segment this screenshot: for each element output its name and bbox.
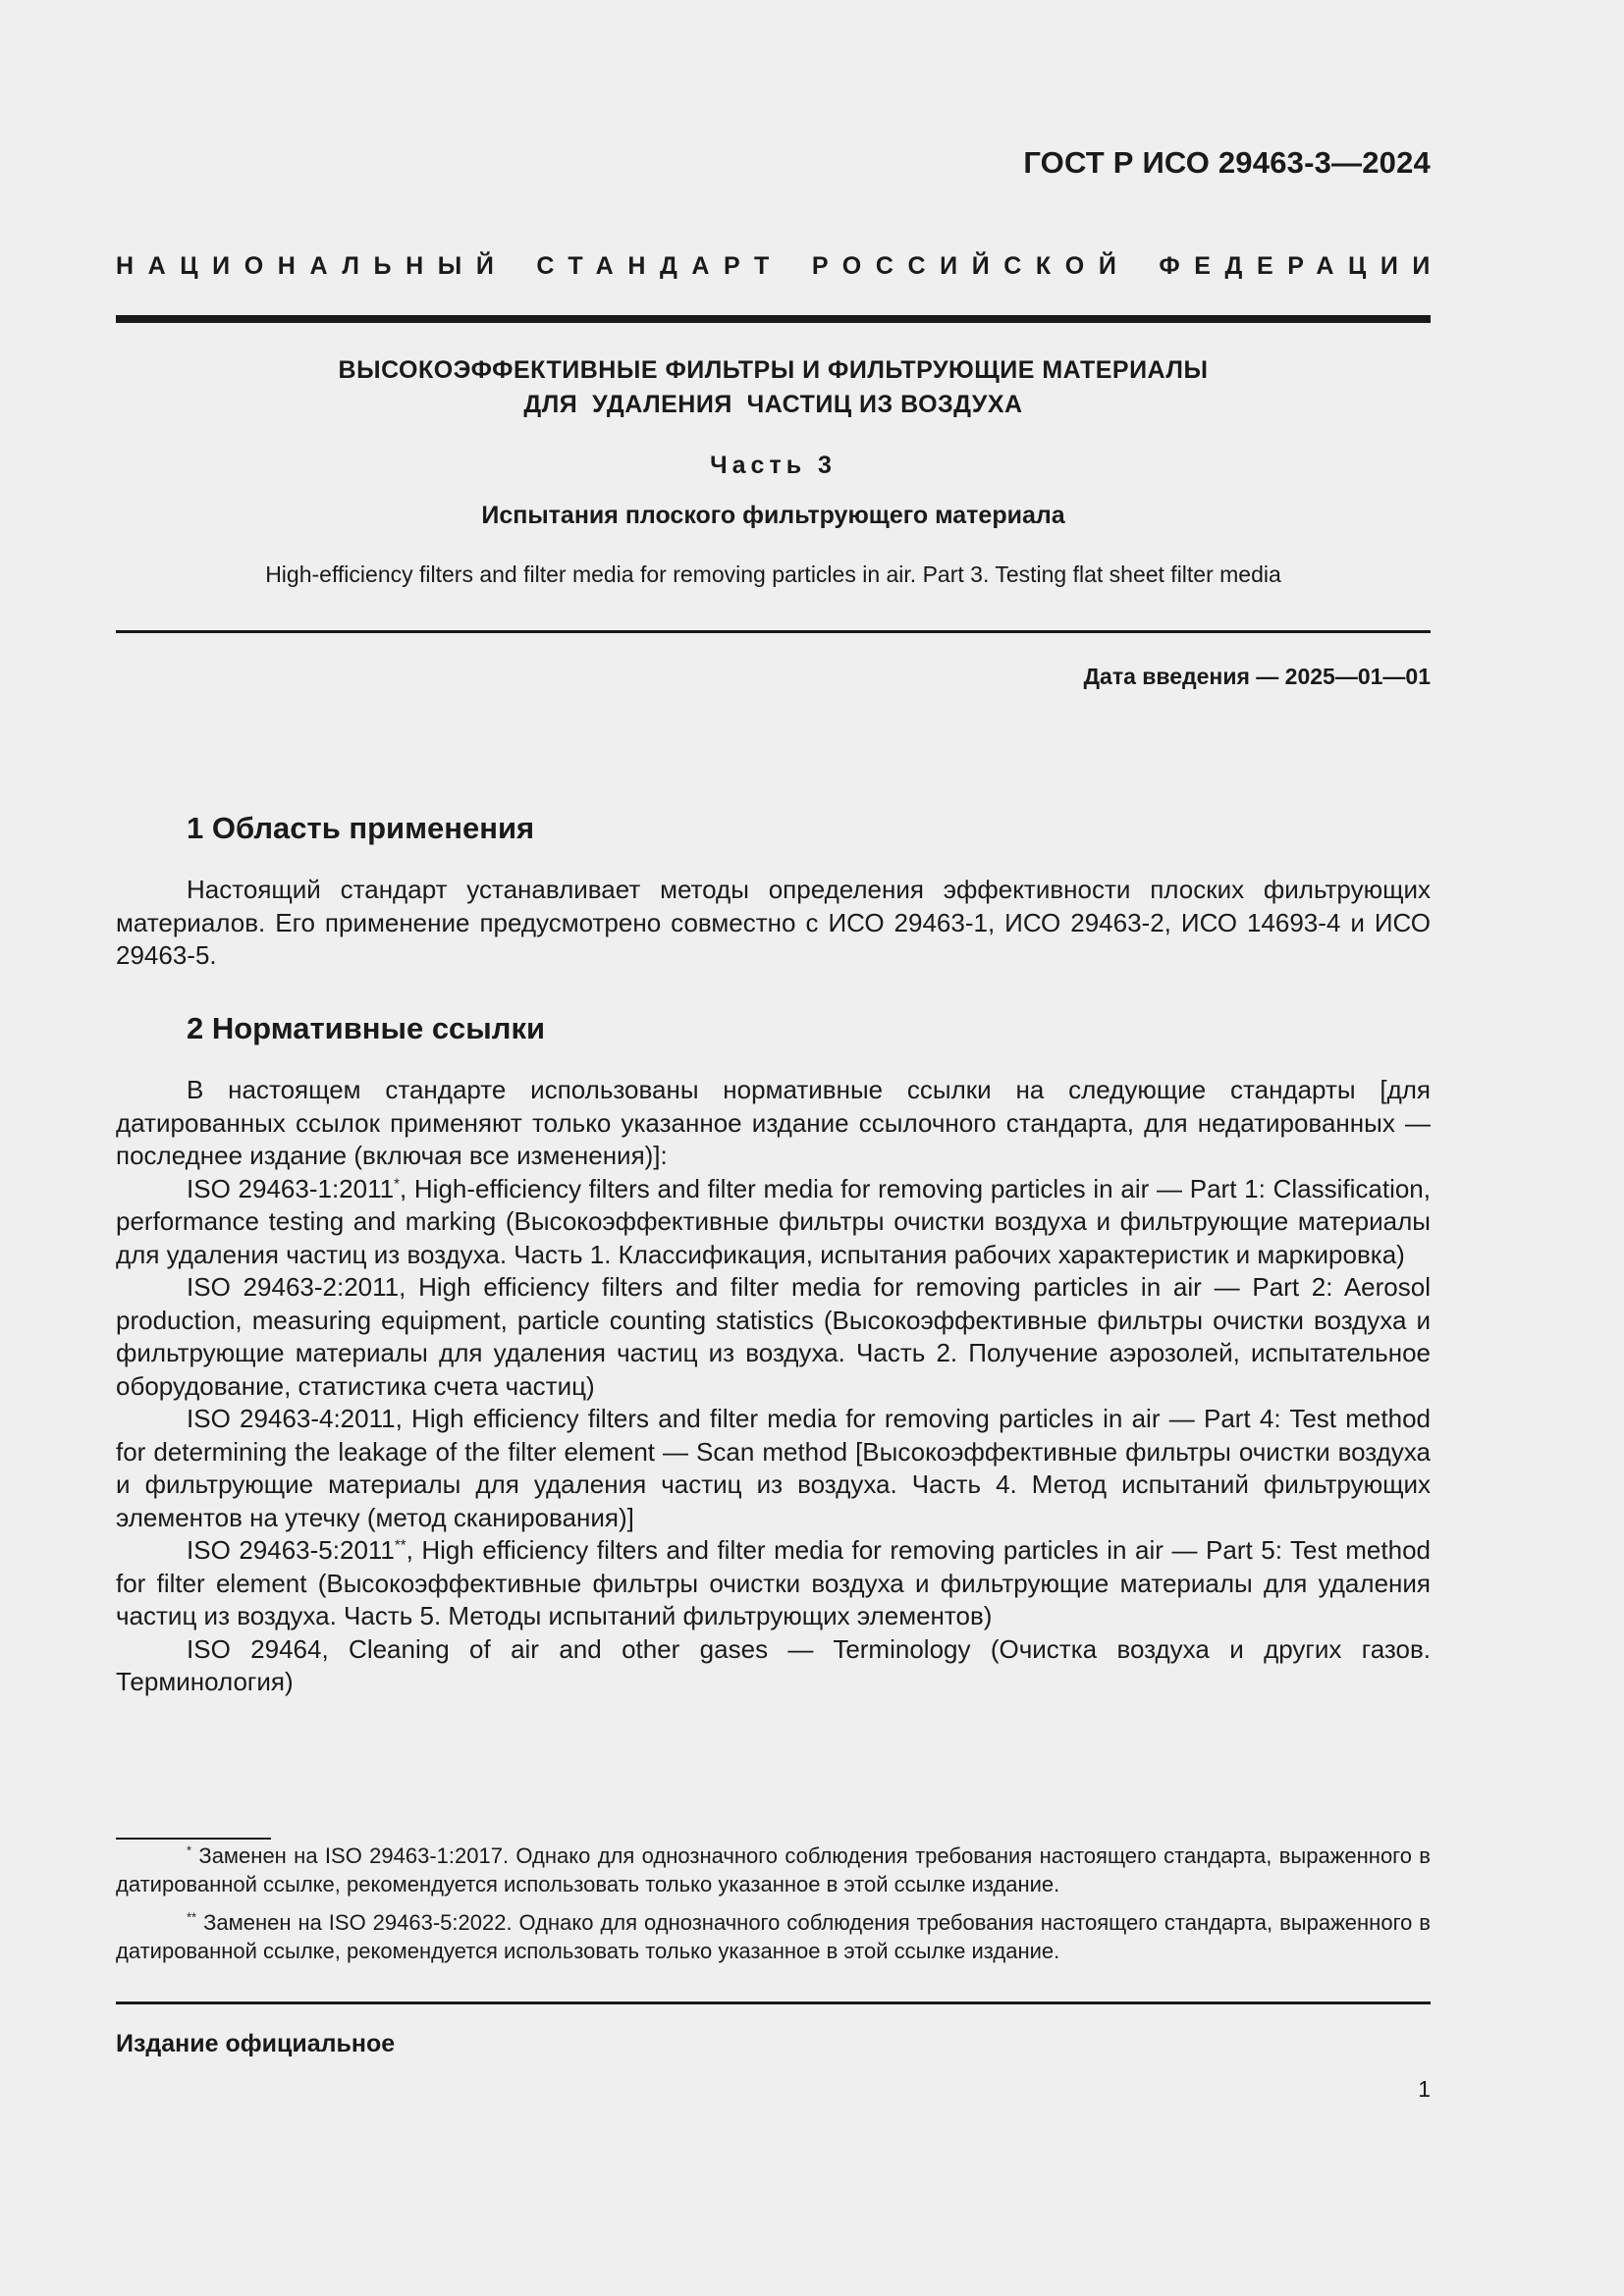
banner-word: РОССИЙСКОЙ — [811, 252, 1131, 280]
banner-word: НАЦИОНАЛЬНЫЙ — [116, 252, 509, 280]
reference-code: ISO 29463-5:2011 — [187, 1535, 395, 1565]
reference-text: , High-efficiency filters and filter media for removing particles in air — Part 1: Classification, performance testing and marking (Высокоэффективные фильтры очистки воздуха и фильтрующие материалы для удаления частиц из воздуха. Часть 1. Классификация, испытания рабочих характеристик и маркировка) — [116, 1173, 1431, 1269]
footnote-mark: * — [187, 1842, 192, 1858]
reference-code: ISO 29463-4:2011 — [187, 1404, 396, 1433]
document-page — [116, 0, 1444, 2296]
reference-item — [116, 1633, 1431, 1699]
reference-code: ISO 29464 — [187, 1633, 322, 1664]
banner-word: ФЕДЕРАЦИИ — [1159, 252, 1444, 280]
paragraph: В настоящем стандарте использованы нормативные ссылки на следующие стандарты [для датированных ссылок применяют только указанное издание ссылочного стандарта, для недатированных — последнее издание (включая все изменения)]: — [116, 1075, 1431, 1170]
title-line-2: ДЛЯ УДАЛЕНИЯ ЧАСТИЦ ИЗ ВОЗДУХА — [523, 391, 1023, 418]
footnote-mark: ** — [187, 1909, 197, 1925]
banner-word: СТАНДАРТ — [536, 252, 784, 280]
introduction-date: Дата введения — 2025—01—01 — [1083, 664, 1431, 689]
footnote-separator — [116, 1838, 271, 1840]
reference-text: , High efficiency filters and filter media for removing particles in air — Part 5: Test method for filter element (Высокоэффективные фильтры очистки воздуха и фильтрующие материалы для удаления частиц из воздуха. Часть 5. Методы испытаний фильтрующих элементов) — [116, 1535, 1431, 1630]
section-2-text — [116, 1074, 1431, 1699]
reference-text: , High efficiency filters and filter media for removing particles in air — Part 2: Aerosol production, measuring equipment, particle counting statistics (Высокоэффективные фильтры очистки воздуха и фильтрующие материалы для удаления частиц из воздуха. Часть 2. Получение аэрозолей, испытательное оборудование, статистика счета частиц) — [116, 1272, 1431, 1401]
title-line-1: ВЫСОКОЭФФЕКТИВНЫЕ ФИЛЬТРЫ И ФИЛЬТРУЮЩИЕ МАТЕРИАЛЫ — [338, 356, 1209, 384]
reference-text: , Cleaning of air and other gases — Terminology (Очистка воздуха и других газов. Терминология) — [116, 1633, 1431, 1696]
section-2-heading: 2 Нормативные ссылки — [187, 1011, 546, 1045]
reference-item — [116, 1534, 1431, 1633]
reference-item — [116, 1271, 1431, 1403]
footnote-text: Заменен на ISO 29463-1:2017. Однако для однозначного соблюдения требования настоящего стандарта, выраженного в датированной ссылке, рекомендуется использовать только указанное в этой ссылке издание. — [116, 1843, 1431, 1896]
thin-divider — [116, 630, 1431, 633]
section-1-text — [116, 874, 1431, 973]
footnote — [116, 1842, 1431, 1898]
footnote-mark: * — [394, 1174, 400, 1192]
reference-item — [116, 1173, 1431, 1272]
official-edition-label: Издание официальное — [116, 2030, 396, 2057]
footnote-mark: ** — [394, 1536, 406, 1554]
footer-divider — [116, 2002, 1431, 2004]
section-1-heading: 1 Область применения — [187, 811, 535, 845]
english-title: High-efficiency filters and filter media for removing particles in air. Part 3. Testing flat sheet filter media — [265, 561, 1281, 587]
reference-code: ISO 29463-1:2011 — [187, 1173, 395, 1203]
reference-item — [116, 1403, 1431, 1534]
part-subtitle: Испытания плоского фильтрующего материала — [481, 502, 1065, 529]
footnotes — [116, 1842, 1431, 1975]
document-title — [116, 353, 1431, 422]
footnote — [116, 1908, 1431, 1965]
national-standard-banner — [116, 252, 1444, 281]
reference-code: ISO 29463-2:2011 — [187, 1272, 400, 1302]
footnote-text: Заменен на ISO 29463-5:2022. Однако для однозначного соблюдения требования настоящего стандарта, выраженного в датированной ссылке, рекомендуется использовать только указанное в этой ссылке издание. — [116, 1910, 1431, 1963]
paragraph: Настоящий стандарт устанавливает методы определения эффективности плоских фильтрующих материалов. Его применение предусмотрено совместно с ИСО 29463-1, ИСО 29463-2, ИСО 14693-4 и ИСО 29463-5. — [116, 875, 1431, 970]
page-number: 1 — [1418, 2076, 1431, 2102]
part-label: Часть 3 — [710, 452, 837, 479]
reference-text: , High efficiency filters and filter media for removing particles in air — Part 4: Test method for determining the leakage of the filter element — Scan method [Высокоэффективные фильтры очистки воздуха и фильтрующие материалы для удаления частиц из воздуха. Часть 4. Метод испытаний фильтрующих элементов на утечку (метод сканирования)] — [116, 1404, 1431, 1532]
thick-divider — [116, 315, 1431, 323]
standard-designation: ГОСТ Р ИСО 29463-3—2024 — [1023, 145, 1431, 180]
